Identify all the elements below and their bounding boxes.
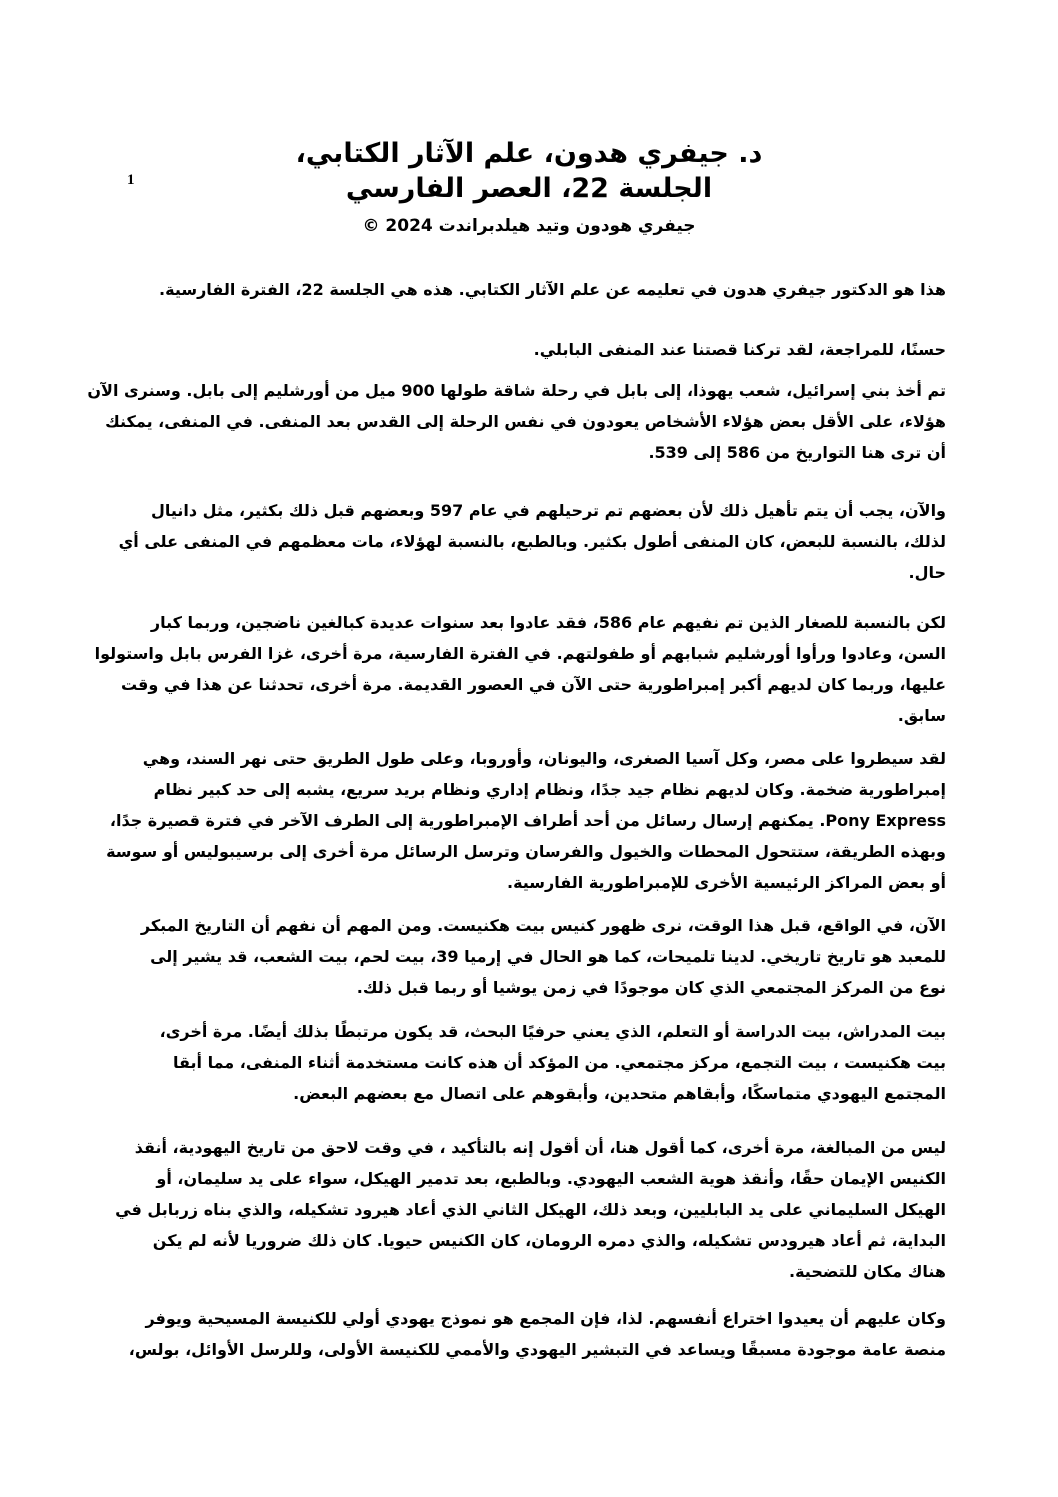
paragraph-line: والآن، يجب أن يتم تأهيل ذلك لأن بعضهم تم ترحيلهم في عام 597 وبعضهم قبل ذلك بكثير، مثل دانيال [150,501,946,520]
paragraph-line: لذلك، بالنسبة للبعض، كان المنفى أطول بكثير. وبالطبع، بالنسبة لهؤلاء، مات معظمهم في المنفى على أي [118,532,946,551]
copyright-line: جيفري هودون وتيد هيلدبراندت 2024 © [362,216,696,236]
document-title-line-1: د. جيفري هدون، علم الآثار الكتابي، [295,138,763,169]
paragraph-line: المجتمع اليهودي متماسكًا، وأبقاهم متحدين، وأبقوهم على اتصال مع بعضهم البعض. [293,1084,946,1103]
paragraph-line: وبهذه الطريقة، ستتحول المحطات والخيول والفرسان وترسل الرسائل مرة أخرى إلى برسيبوليس أو سوسة [106,842,946,861]
paragraph-line: الآن، في الواقع، قبل هذا الوقت، نرى ظهور كنيس بيت هكنيست. ومن المهم أن نفهم أن التاريخ المبكر [140,916,946,935]
paragraph-line: أو بعض المراكز الرئيسية الأخرى للإمبراطورية الفارسية. [506,873,946,892]
paragraph-line: هذا هو الدكتور جيفري هدون في تعليمه عن علم الآثار الكتابي. هذه هي الجلسة 22، الفترة الفارسية. [159,280,946,299]
paragraph-line: منصة عامة موجودة مسبقًا ويساعد في التبشير اليهودي والأممي للكنيسة الأولى، وللرسل الأوائل، بولس، [128,1340,946,1359]
paragraph-line: ليس من المبالغة، مرة أخرى، كما أقول هنا، أن أقول إنه بالتأكيد ، في وقت لاحق من تاريخ اليهودية، أنقذ [134,1138,946,1157]
paragraph [118,495,946,588]
paragraph-line: تم أخذ بني إسرائيل، شعب يهوذا، إلى بابل في رحلة شاقة طولها 900 ميل من أورشليم إلى بابل. وسنرى الآن [87,381,946,400]
paragraph-line: Pony Express. يمكنهم إرسال رسائل من أحد أطراف الإمبراطورية إلى الطرف الآخر في فترة قصيرة جدًا، [109,811,946,830]
paragraph-line: عليها، وربما كان لديهم أكبر إمبراطورية حتى الآن في العصور القديمة. مرة أخرى، تحدثنا عن هذا في وقت [120,675,946,694]
paragraph-line: البداية، ثم أعاد هيرودس تشكيله، والذي دمره الرومان، كان الكنيس حيويا. كان ذلك ضروريا لأنه لم يكن [152,1231,946,1250]
document-title-line-2: الجلسة 22، العصر الفارسي [345,173,713,204]
paragraph-line: سابق. [897,706,946,725]
paragraph-line: الهيكل السليماني على يد البابليين، وبعد ذلك، الهيكل الثاني الذي أعاد هيرود تشكيله، والذي بناه زربابل في [115,1200,946,1219]
paragraph [94,607,946,731]
paragraph [146,274,946,305]
paragraph [115,1132,946,1287]
paragraph-line: بيت المدراش، بيت الدراسة أو التعلم، الذي يعني حرفيًا البحث، قد يكون مرتبطًا بذلك أيضًا. مرة أخرى، [159,1022,946,1041]
paragraph-line: هؤلاء، على الأقل بعض هؤلاء الأشخاص يعودون في نفس الرحلة إلى القدس بعد المنفى. في المنفى، يمكنك [105,412,946,431]
paragraph-line: للمعبد هو تاريخ تاريخي. لدينا تلميحات، كما هو الحال في إرميا 39، بيت لحم، بيت الشعب، قد يشير إلى [150,947,946,966]
paragraph-line: لقد سيطروا على مصر، وكل آسيا الصغرى، واليونان، وأوروبا، وعلى طول الطريق حتى نهر السند، وهي [142,749,946,768]
paragraph [128,1303,946,1365]
paragraph-line: إمبراطورية ضخمة. وكان لديهم نظام جيد جدًا، ونظام إداري ونظام بريد سريع، يشبه إلى حد كبير نظام [153,780,946,799]
paragraph [140,910,946,1003]
paragraph-line: أن ترى هنا التواريخ من 586 إلى 539. [648,443,946,462]
paragraph-line: بيت هكنيست ، بيت التجمع، مركز مجتمعي. من المؤكد أن هذه كانت مستخدمة أثناء المنفى، مما أبقا [172,1053,946,1072]
paragraph-line: نوع من المركز المجتمعي الذي كان موجودًا في زمن يوشيا أو ربما قبل ذلك. [356,978,946,997]
paragraph [146,334,946,365]
page-number: 1 [127,172,135,188]
paragraph [87,375,946,468]
paragraph-line: حسنًا، للمراجعة، لقد تركنا قصتنا عند المنفى البابلي. [533,340,946,359]
paragraph-line: هناك مكان للتضحية. [789,1262,946,1281]
paragraph-line: وكان عليهم أن يعيدوا اختراع أنفسهم. لذا، فإن المجمع هو نموذج يهودي أولي للكنيسة المسيحية ويوفر [145,1309,946,1328]
paragraph [146,1016,946,1109]
paragraph-line: لكن بالنسبة للصغار الذين تم نفيهم عام 586، فقد عادوا بعد سنوات عديدة كبالغين ناضجين، وربما كبار [150,613,946,632]
paragraph-line: حال. [908,563,946,582]
paragraph [106,743,946,898]
paragraph-line: الكنيس الإيمان حقًا، وأنقذ هوية الشعب اليهودي. وبالطبع، بعد تدمير الهيكل، سواء على يد سليمان، أو [156,1169,946,1188]
paragraph-line: السن، وعادوا ورأوا أورشليم شبابهم أو طفولتهم. في الفترة الفارسية، مرة أخرى، غزا الفرس بابل واستولوا [94,644,946,663]
